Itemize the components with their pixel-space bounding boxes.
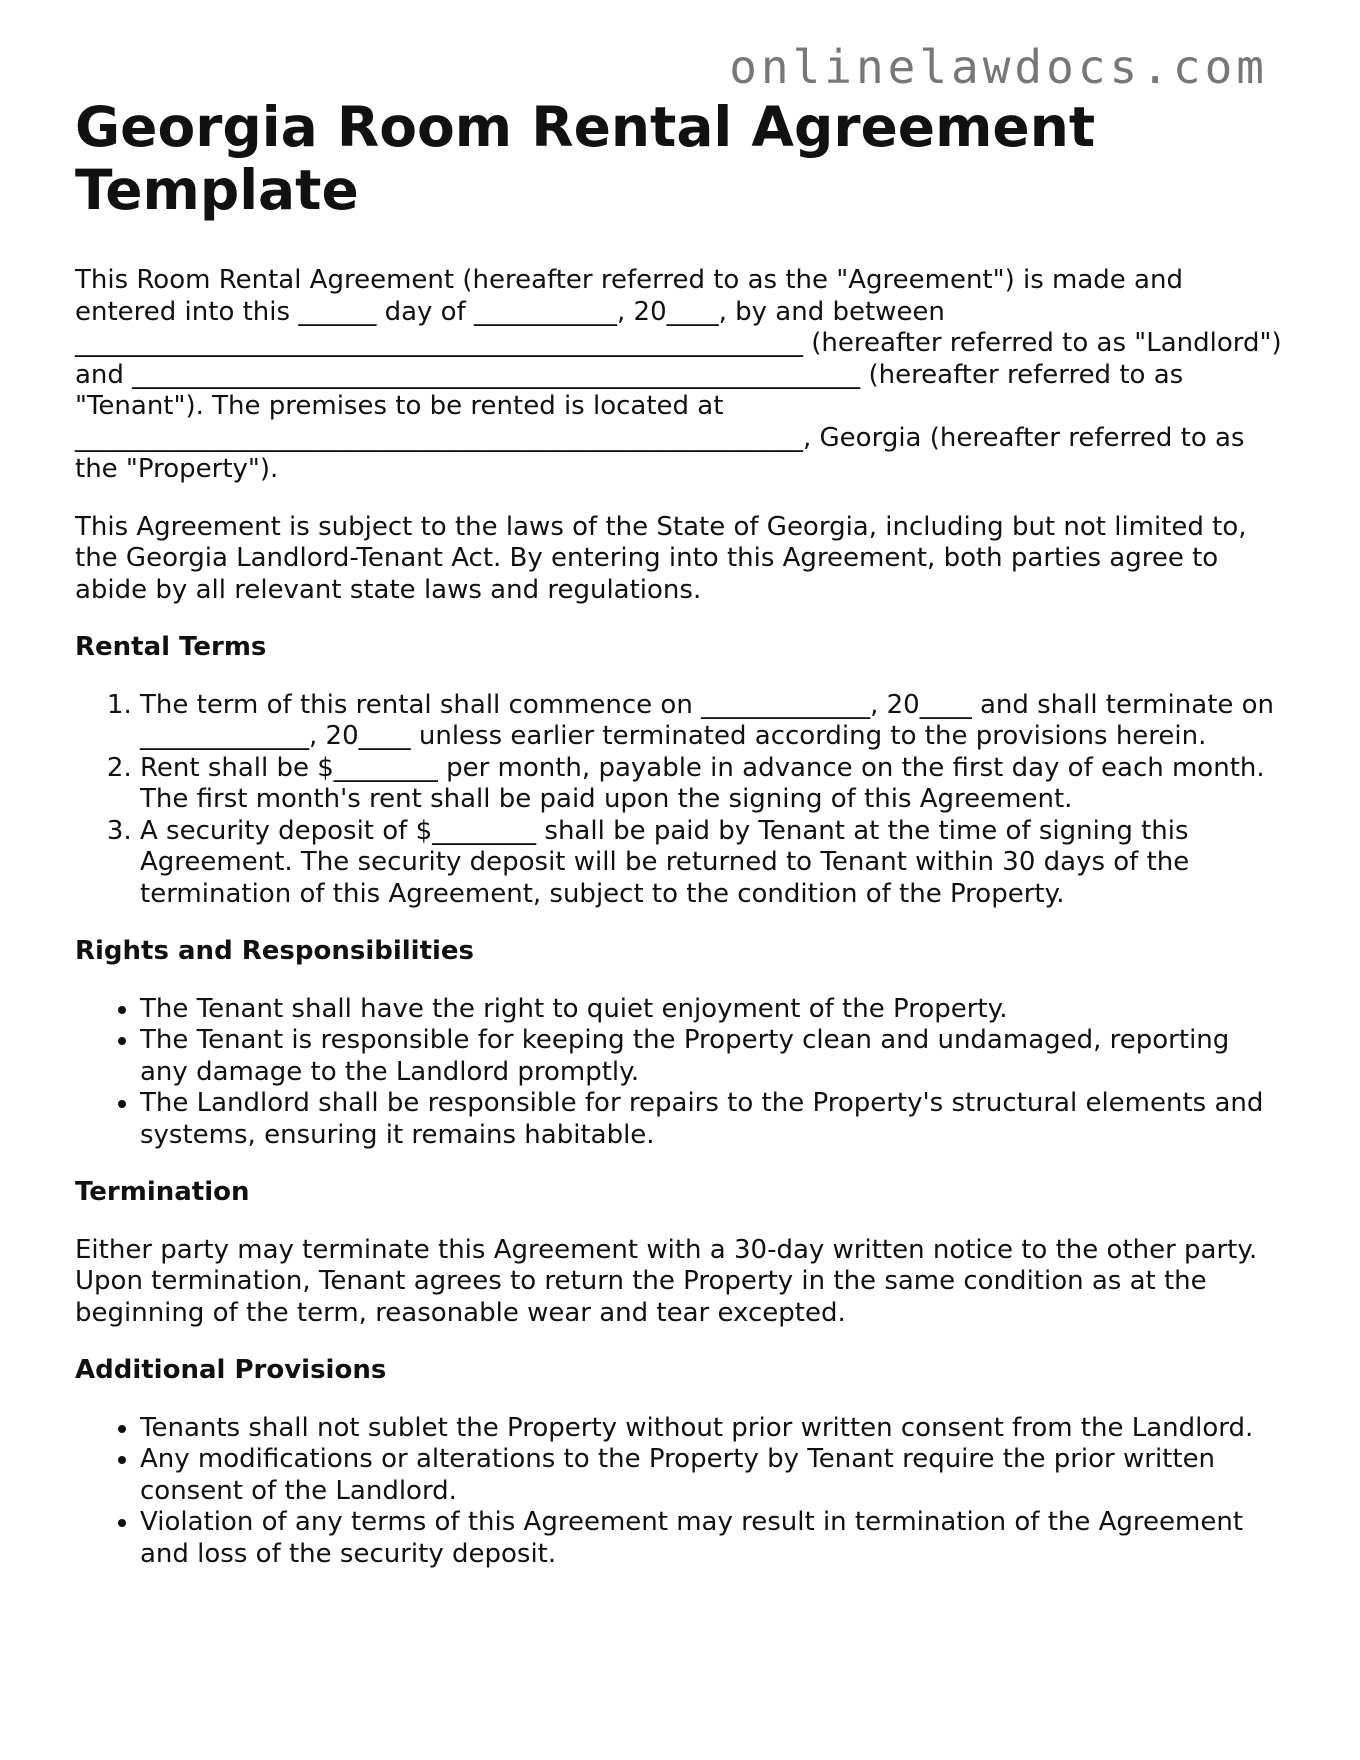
- rights-item: • The Landlord shall be responsible for repairs to the Property's structural elements and systems, ensuring it remains habitable.: [140, 1088, 1285, 1151]
- site-watermark: onlinelawdocs.com: [729, 40, 1268, 94]
- termination-heading: Termination: [75, 1177, 250, 1207]
- governing-law-paragraph: This Agreement is subject to the laws of the State of Georgia, including but not limited to, the Georgia Landlord-Tenant Act. By entering into this Agreement, both parties agree to abide by all relevant state laws and regulations.: [75, 511, 1247, 605]
- provision-item: • Violation of any terms of this Agreement may result in termination of the Agreement and loss of the security deposit.: [140, 1507, 1285, 1570]
- provision-item: • Tenants shall not sublet the Property without prior written consent from the Landlord.: [140, 1413, 1285, 1445]
- intro-paragraph: This Room Rental Agreement (hereafter referred to as the "Agreement") is made and entered into this ______ day of ___________, 20____, by and between ________________________________________________________ (hereafter referred to as "Landlord") and ________________________________________________________ (hereafter referred to as "Tenant"). The premises to be rented is located at ________________________________________________________, Georgia (hereafter referred to as the "Property").: [75, 265, 1282, 484]
- rights-item: • The Tenant is responsible for keeping the Property clean and undamaged, reporting any damage to the Landlord promptly.: [140, 1025, 1285, 1088]
- document-title: Georgia Room Rental Agreement Template: [75, 95, 1096, 222]
- rental-term-item: 3. A security deposit of $________ shall be paid by Tenant at the time of signing this Agreement. The security deposit will be returned to Tenant within 30 days of the termination of this Agreement, subject to the condition of the Property.: [140, 816, 1285, 911]
- rental-term-item: 2. Rent shall be $________ per month, payable in advance on the first day of each month. The first month's rent shall be paid upon the signing of this Agreement.: [140, 753, 1285, 816]
- rights-heading: Rights and Responsibilities: [75, 936, 475, 966]
- additional-provisions-heading: Additional Provisions: [75, 1355, 387, 1385]
- document-page: [75, 96, 1285, 1570]
- additional-provisions-list: [75, 1413, 1285, 1571]
- rights-list: [75, 994, 1285, 1152]
- rental-term-item: 1. The term of this rental shall commence on _____________, 20____ and shall terminate on _____________, 20____ unless earlier terminated according to the provisions herein.: [140, 690, 1285, 753]
- rights-item: • The Tenant shall have the right to quiet enjoyment of the Property.: [140, 994, 1285, 1026]
- rental-terms-list: [75, 690, 1285, 911]
- rental-terms-heading: Rental Terms: [75, 632, 267, 662]
- termination-paragraph: Either party may terminate this Agreement with a 30-day written notice to the other party. Upon termination, Tenant agrees to return the Property in the same condition as at the beginning of the term, reasonable wear and tear excepted.: [75, 1234, 1258, 1328]
- provision-item: • Any modifications or alterations to the Property by Tenant require the prior written consent of the Landlord.: [140, 1444, 1285, 1507]
